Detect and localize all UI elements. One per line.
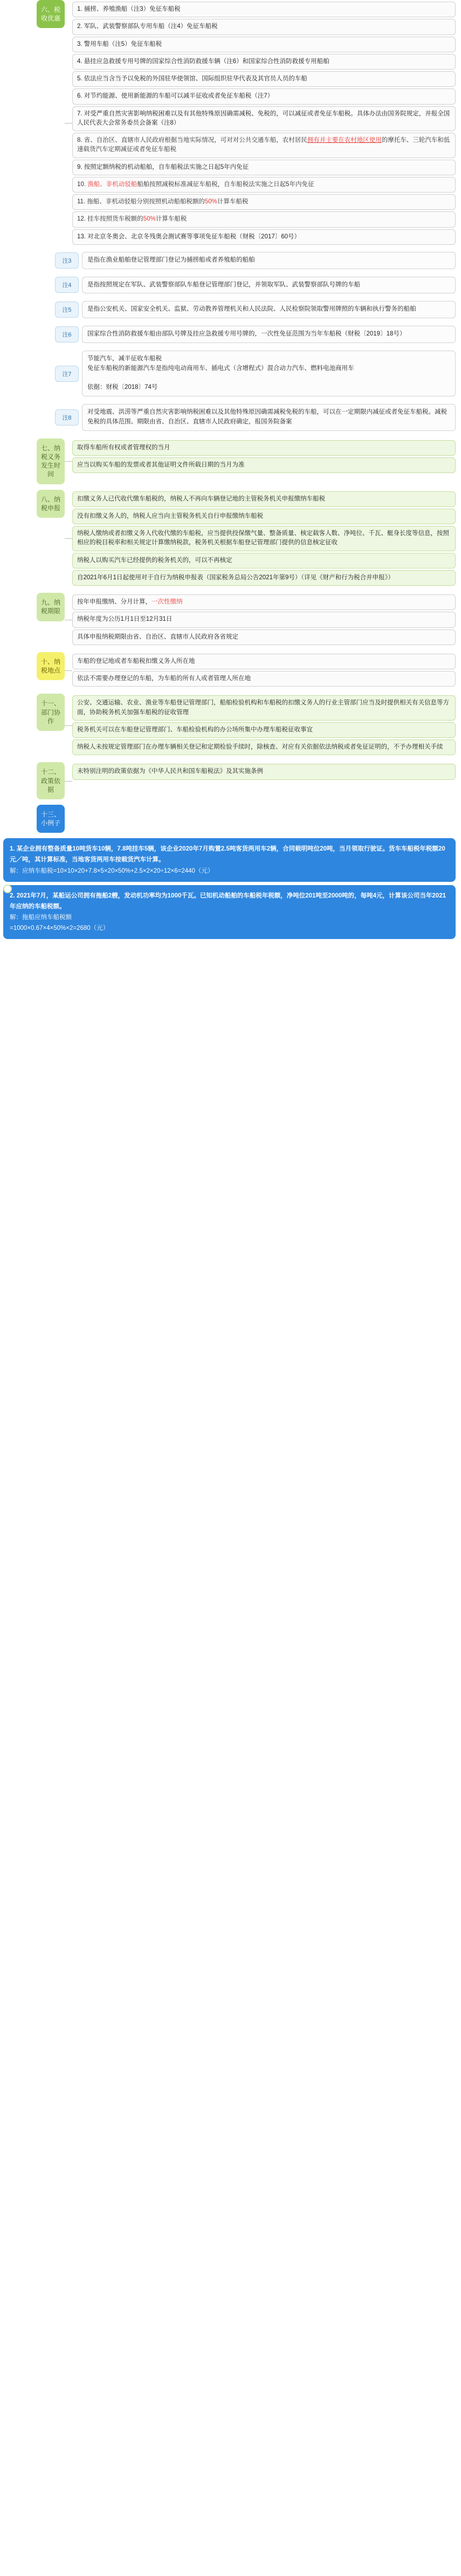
connector (65, 652, 72, 689)
connector (65, 762, 72, 799)
tax-declaration-items (72, 490, 456, 588)
section-tax-declaration (0, 490, 461, 588)
list-item: 纳税人未按规定管理部门在办理车辆相关登记和定期检验手续时，除核查、对应有关依据依法纳税或者免征证明的，不予办理相关手续 (72, 739, 456, 755)
note-row (0, 252, 461, 269)
list-item: 没有扣缴义务人的，纳税人应当向主管税务机关自行申报缴纳车船税 (72, 509, 456, 524)
branch-tax-location[interactable]: 十、纳税地点 (37, 652, 65, 680)
branch-obligation-time[interactable]: 七、纳税义务发生时间 (37, 439, 65, 484)
branch-policy-basis[interactable]: 十二、政策依据 (37, 762, 65, 799)
section-policy-basis (0, 762, 461, 799)
list-item: 扣缴义务人已代收代缴车船税的，纳税人不再向车辆登记地的主管税务机关申报缴纳车船税 (72, 491, 456, 507)
list-item: 5. 依法应当含当予以免税的外国驻华使领馆、国际组织驻华代表及其官员人员的车船 (72, 71, 456, 87)
list-item: 6. 对节约能源、使用新能源的车船可以减半征收或者免征车船税（注7） (72, 88, 456, 104)
example-1-title: 1. 某企业拥有整备质量10吨货车10辆，7.8吨挂车5辆，该企业2020年7月购置2.5吨客货两用车2辆，合同载明吨位20吨，当月领取行驶证。货车车船税年税额20元／吨，其计算标准，当地客货两用车按载货汽车计算。 (10, 846, 445, 864)
list-item: 自2021年6月1日起使用对于自行为纳税申报表（国家税务总局公告2021年第9号）（详见《财产和行为税合并申报》） (72, 570, 456, 586)
connector (65, 593, 72, 647)
list-item: 8. 省、自治区、直辖市人民政府根据当地实际情况，可对对公共交通车船，农村居民拥有并主要在农村地区使用的摩托车、三轮汽车和低速载货汽车定期减征或者免征车船税 (72, 133, 456, 158)
connector (65, 0, 72, 246)
list-item: 依法不需要办理登记的车船，为车船的所有人或者管理人所在地 (72, 671, 456, 687)
tax-location-items (72, 652, 456, 689)
note-body-7: 节能汽车，减半征收车船税 免征车船税的新能源汽车是指纯电动商用车、插电式（含增程式）混合动力汽车、燃料电池商用车 依据：财税〔2018〕74号 (82, 351, 456, 396)
note-body-8: 对受地震、洪涝等严重自然灾害影响纳税困难以及其他特殊原因确需减税免税的车船，可以在一定期限内减征或者免征车船税。减税免税的具体范围、期限由省、自治区、直辖市人民政府确定，报国务院备案 (82, 404, 456, 431)
list-item: 纳税人以购买汽车已经提供的税务机关的，可以不再核定 (72, 553, 456, 568)
list-item: 11. 拖船、非机动驳船分别按照机动船舶税额的50%计算车船税 (72, 194, 456, 210)
list-item: 13. 对北京冬奥会、北京冬残奥会测试赛等事项免征车船税（财税〔2017〕60号） (72, 229, 456, 245)
branch-department-cooperation[interactable]: 十一、部门协作 (37, 694, 65, 731)
tax-benefit-items (72, 0, 456, 246)
list-item: 12. 挂车按照货车税额的50%计算车船税 (72, 211, 456, 227)
branch-tax-benefits[interactable]: 六、税收优惠 (37, 0, 65, 28)
branch-tax-declaration[interactable]: 八、纳税申报 (37, 490, 65, 518)
list-item: 1. 捕捞、养殖渔船（注3）免征车船税 (72, 2, 456, 17)
list-item: 10. 渔船、非机动驳船船舶按照减税标准减征车船税，自车船税法实施之日起5年内免征 (72, 177, 456, 193)
note-tag-6[interactable]: 注6 (55, 326, 79, 342)
list-item: 9. 按照定额纳税的机动船舶，自车船税法实施之日起5年内免征 (72, 160, 456, 175)
example-block-1 (3, 838, 456, 881)
list-item: 纳税人缴纳或者扣缴义务人代收代缴的车船税，应当提供投保缴气量、整备质量、核定载客人数、净吨位、千瓦、艇身长度等信息，按照相应的税目税率和相关规定计算缴纳税款，税务机关根据车船登记管理部门提供的信息核定征收 (72, 526, 456, 551)
branch-examples[interactable]: 十三、小例子 (37, 805, 65, 833)
section-department-cooperation (0, 694, 461, 757)
tax-period-items (72, 593, 456, 647)
list-item: 应当以购买车船的发票或者其他证明文件所载日期的当月为准 (72, 457, 456, 473)
note-tag-8[interactable]: 注8 (55, 409, 79, 426)
connector (65, 490, 72, 588)
note-body-4: 是指按照规定在军队、武装警察部队车船登记管理部门登记，并领取军队、武装警察部队号牌的车船 (82, 277, 456, 294)
connector (65, 694, 72, 757)
example-2-answer: 解：拖船应纳车船税额 =1000×0.67×4×50%×2=2680（元） (10, 914, 109, 932)
section-tax-location (0, 652, 461, 689)
list-item: 2. 军队、武装警察部队专用车船（注4）免征车船税 (72, 19, 456, 35)
note-tag-3[interactable]: 注3 (55, 252, 79, 269)
note-body-3: 是指在渔业船舶登记管理部门登记为捕捞船或者养殖船的船舶 (82, 252, 456, 269)
note-row (0, 277, 461, 294)
note-row (0, 351, 461, 396)
note-row (0, 326, 461, 343)
list-item: 纳税年度为公历1月1日至12月31日 (72, 612, 456, 627)
example-2-title: 2. 2021年7月，某船运公司拥有拖船2艘，发动机功率均为1000千瓦。已知机动船舶的车船税年税额，净吨位201吨至2000吨的，每吨4元，计算该公司当年2021年应纳的车船税额。 (10, 892, 446, 910)
note-body-5: 是指公安机关、国家安全机关、监狱、劳动教养管理机关和人民法院、人民检察院领取警用牌照的车辆和执行警务的船舶 (82, 301, 456, 318)
connector (65, 439, 72, 484)
note-tag-4[interactable]: 注4 (55, 277, 79, 293)
note-tag-5[interactable]: 注5 (55, 302, 79, 318)
list-item: 未特别注明的政策依据为《中华人民共和国车船税法》及其实施条例 (72, 764, 456, 779)
section-tax-period (0, 593, 461, 647)
branch-tax-period[interactable]: 九、纳税期限 (37, 593, 65, 621)
department-cooperation-items (72, 694, 456, 757)
note-tag-7[interactable]: 注7 (55, 366, 79, 382)
list-item: 按年申报缴纳、分月计算，一次性缴纳 (72, 594, 456, 610)
list-item: 7. 对受严重自然灾害影响纳税困难以及有其他特殊原因确需减税、免税的，可以减征或者免征车船税。具体办法由国务院规定，并报全国人民代表大会常务委员会备案（注8） (72, 106, 456, 132)
list-item: 具体申报纳税期限由省、自治区、直辖市人民政府各省规定 (72, 629, 456, 645)
note-row (0, 404, 461, 431)
mindmap-page (0, 0, 461, 953)
list-item: 车船的登记地或者车船税扣缴义务人所在地 (72, 654, 456, 669)
section-examples (0, 805, 461, 833)
list-item: 公安、交通运输、农业、渔业等车船登记管理部门，船舶检验机构和车船税的扣缴义务人的行业主管部门应当及时提供相关有关信息等方面，协助税务机关加强车船税的征收管理 (72, 695, 456, 721)
example-block-2 (3, 885, 456, 940)
policy-basis-items (72, 762, 456, 781)
list-item: 税务机关可以在车船登记管理部门、车船检验机构的办公场所集中办理车船税征收事宜 (72, 722, 456, 738)
example-1-answer: 解：应纳车船税=10×10×20+7.8×5×20×50%+2.5×2×20÷12×6=2440（元） (10, 867, 214, 874)
decorative-circle (3, 885, 12, 893)
section-tax-benefits (0, 0, 461, 246)
note-body-6: 国家综合性消防救援车船由部队号牌及挂应急救援专用号牌的，一次性免征范围为当年车船税（财税〔2019〕18号） (82, 326, 456, 343)
list-item: 3. 警用车船（注5）免征车船税 (72, 37, 456, 52)
list-item: 4. 悬挂应急救援专用号牌的国家综合性消防救援车辆（注6）和国家综合性消防救援专用船舶 (72, 54, 456, 70)
note-row (0, 301, 461, 318)
obligation-time-items (72, 439, 456, 475)
list-item: 取得车船所有权或者管理权的当月 (72, 440, 456, 456)
section-tax-obligation-time (0, 439, 461, 484)
